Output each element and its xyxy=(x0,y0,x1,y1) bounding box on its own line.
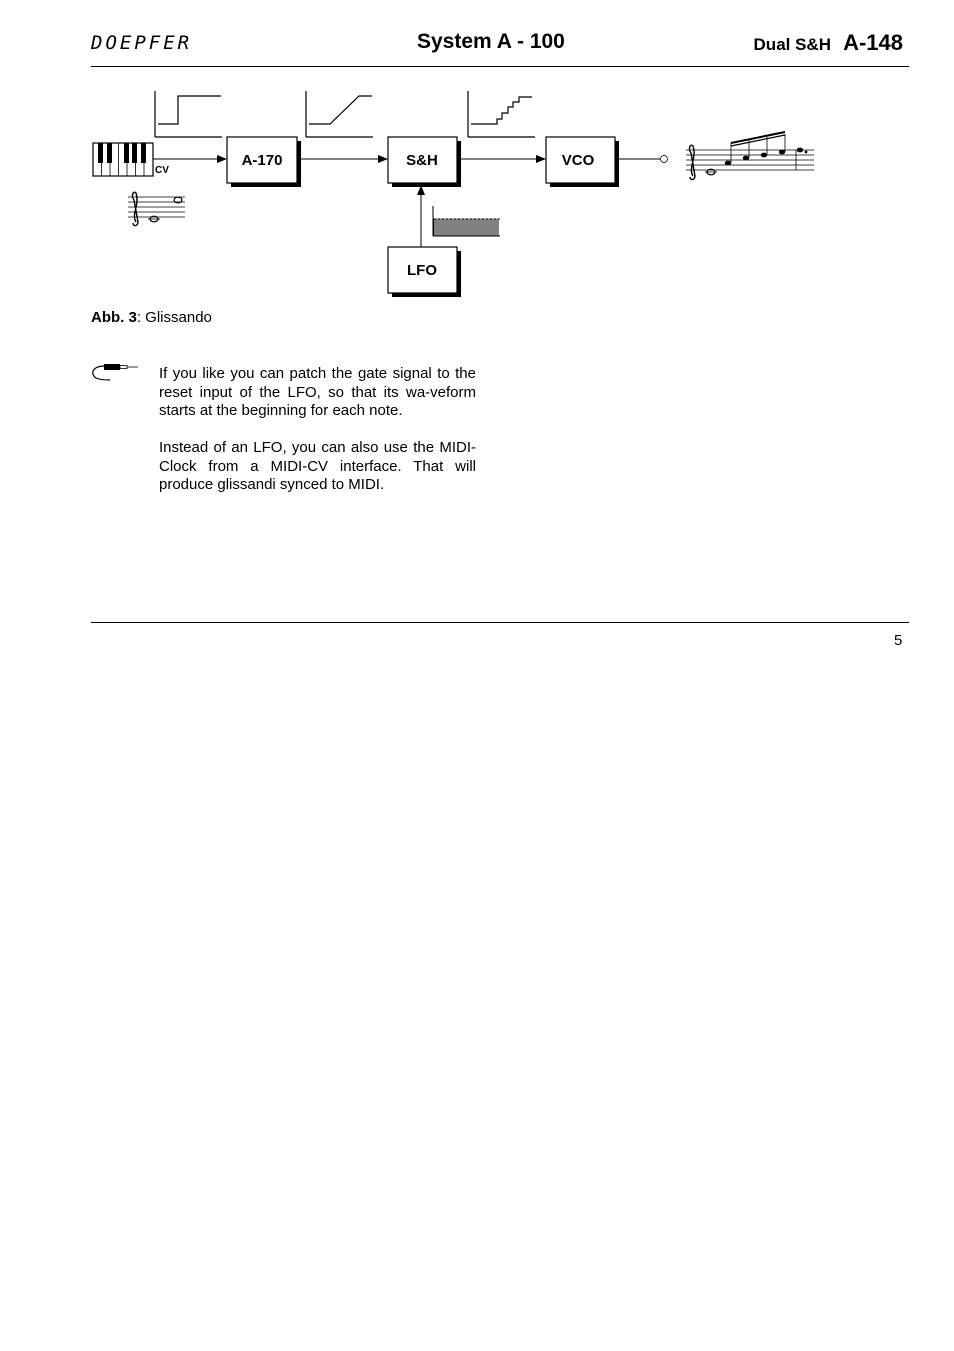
keyboard-icon xyxy=(93,143,153,176)
patch-cable-icon xyxy=(90,360,140,384)
output-jack-icon xyxy=(661,156,668,163)
clock-pulse-waveform-icon xyxy=(433,206,500,236)
note-paragraph-1: If you like you can patch the gate signal to the reset input of the LFO, so that its wa-veform starts at the beginning for each note. xyxy=(159,365,476,419)
note-paragraph-2: Instead of an LFO, you can also use the MIDI-Clock from a MIDI-CV interface. That will produce glissandi synced to MIDI. xyxy=(159,439,476,493)
module-name: Dual S&H xyxy=(753,35,831,54)
ramp-waveform-icon xyxy=(306,91,373,137)
staircase-waveform-icon xyxy=(468,91,535,137)
cv-label: CV xyxy=(155,165,169,176)
page-number: 5 xyxy=(894,632,903,649)
module-label-lfo: LFO xyxy=(407,262,437,279)
module-box-sh xyxy=(388,137,461,187)
module-label-a170: A-170 xyxy=(241,152,283,169)
module-label-vco: VCO xyxy=(561,152,595,169)
caption-label: Abb. 3 xyxy=(91,309,137,326)
module-box-vco xyxy=(546,137,619,187)
gate-step-waveform-icon xyxy=(155,91,222,137)
brand-logo: DOEPFER xyxy=(91,32,193,54)
page-header xyxy=(91,28,909,67)
module-box-lfo xyxy=(388,247,461,297)
document-title: System A - 100 xyxy=(417,30,565,53)
glissando-diagram xyxy=(88,86,828,304)
music-staff-icon xyxy=(128,192,185,225)
module-number: A-148 xyxy=(843,30,903,55)
module-label-sh: S&H xyxy=(406,152,438,169)
figure-caption xyxy=(91,309,212,326)
caption-text: : Glissando xyxy=(136,309,212,326)
glissando-staff-icon xyxy=(686,132,814,180)
module-box-a170 xyxy=(227,137,301,187)
footer-divider xyxy=(91,622,909,623)
